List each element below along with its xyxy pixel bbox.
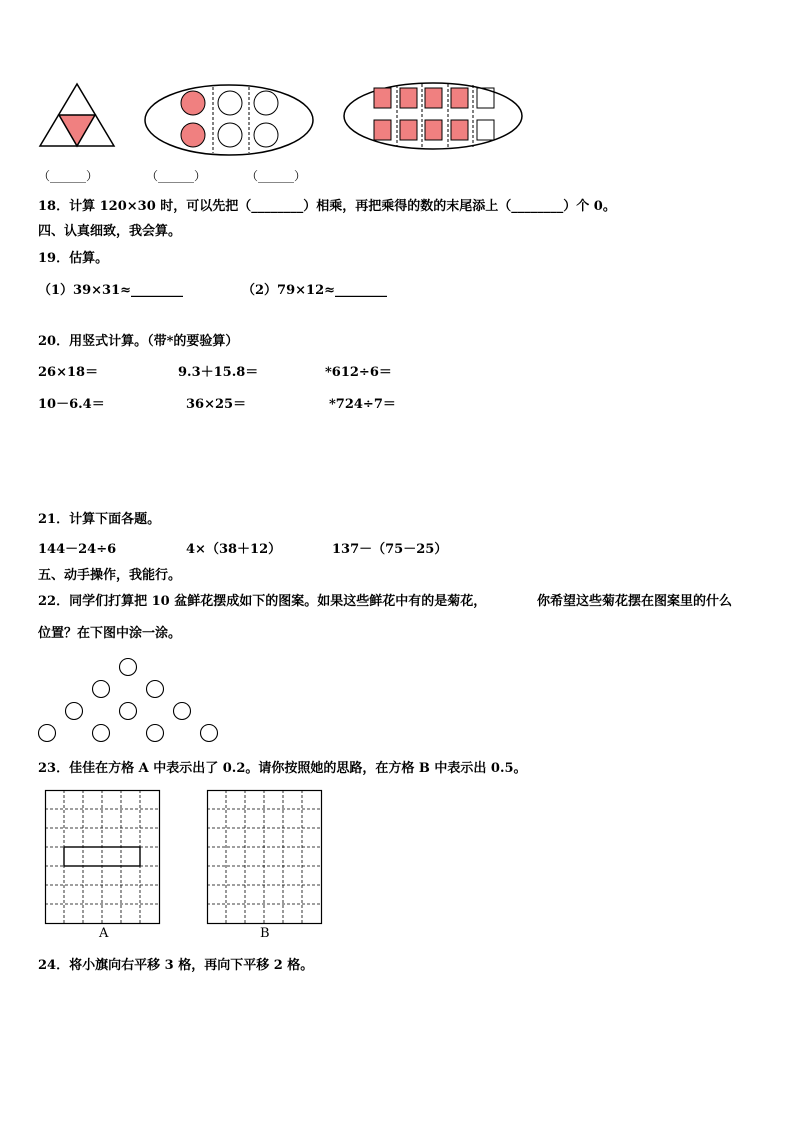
calc-item: 26×18＝ bbox=[38, 365, 99, 380]
grid-dashed-lines bbox=[45, 790, 160, 924]
answer-blank[interactable]: （______） bbox=[246, 169, 307, 183]
calc-item: 144－24÷6 bbox=[38, 542, 117, 557]
question-18: 18．计算 120×30 时，可以先把（________）相乘，再把乘得的数的末尾添上（________）个 0。 bbox=[38, 199, 616, 214]
grid-border bbox=[46, 791, 160, 924]
question-22-line-1: 22．同学们打算把 10 盆鲜花摆成如下的图案。如果这些鲜花中有的是菊花， bbox=[38, 594, 487, 609]
section-4-title: 四、认真细致，我会算。 bbox=[38, 224, 182, 239]
shaded-square bbox=[400, 120, 417, 140]
calc-item: 36×25＝ bbox=[186, 397, 247, 412]
empty-circle bbox=[254, 123, 278, 147]
ellipse-circles-figure bbox=[143, 83, 315, 157]
grid-b-label: B bbox=[260, 926, 270, 941]
outer-ellipse bbox=[145, 85, 313, 155]
question-23: 23．佳佳在方格 A 中表示出了 0.2。请你按照她的思路，在方格 B 中表示出 0.5。 bbox=[38, 761, 527, 776]
shaded-circle bbox=[181, 123, 205, 147]
shaded-square bbox=[425, 120, 442, 140]
calc-item: 4×（38＋12） bbox=[186, 542, 282, 557]
triangle-fraction-figure bbox=[38, 82, 118, 150]
empty-square bbox=[477, 120, 494, 140]
answer-blank[interactable]: （______） bbox=[146, 169, 207, 183]
flower-pot-circle[interactable] bbox=[174, 703, 191, 720]
flower-pot-circle[interactable] bbox=[66, 703, 83, 720]
flower-pot-circle[interactable] bbox=[93, 681, 110, 698]
question-20-title: 20．用竖式计算。（带*的要验算） bbox=[38, 334, 239, 349]
shaded-square bbox=[451, 120, 468, 140]
calc-item: *724÷7＝ bbox=[329, 397, 396, 412]
flower-triangle-pattern bbox=[37, 656, 221, 746]
shaded-square bbox=[374, 88, 391, 108]
flower-pot-circle[interactable] bbox=[39, 725, 56, 742]
calc-item: 137－（75－25） bbox=[332, 542, 448, 557]
shaded-inner-triangle bbox=[59, 115, 95, 146]
question-24: 24．将小旗向右平移 3 格，再向下平移 2 格。 bbox=[38, 958, 314, 973]
flower-pot-circle[interactable] bbox=[120, 703, 137, 720]
section-5-title: 五、动手操作，我能行。 bbox=[38, 568, 182, 583]
flower-pot-circle[interactable] bbox=[147, 725, 164, 742]
question-22-line-2: 位置？在下图中涂一涂。 bbox=[38, 626, 182, 641]
flower-pot-circle[interactable] bbox=[93, 725, 110, 742]
grid-dashed-lines bbox=[207, 790, 322, 924]
calc-item: 9.3＋15.8＝ bbox=[178, 365, 259, 380]
question-19-title: 19．估算。 bbox=[38, 251, 109, 266]
shaded-square bbox=[374, 120, 391, 140]
shaded-square bbox=[400, 88, 417, 108]
grid-a bbox=[45, 790, 160, 924]
ellipse-squares-figure bbox=[342, 81, 524, 151]
question-19-item-2[interactable]: （2）79×12≈________ bbox=[242, 283, 388, 298]
question-19-item-1[interactable]: （1）39×31≈________ bbox=[38, 283, 184, 298]
flower-pot-circle[interactable] bbox=[201, 725, 218, 742]
empty-circle bbox=[218, 123, 242, 147]
flower-pot-circle[interactable] bbox=[147, 681, 164, 698]
grid-b bbox=[207, 790, 322, 924]
calc-item: *612÷6＝ bbox=[325, 365, 392, 380]
flower-pot-circle[interactable] bbox=[120, 659, 137, 676]
calc-item: 10－6.4＝ bbox=[38, 397, 105, 412]
question-22-line-1-end: 你希望这些菊花摆在图案里的什么 bbox=[537, 594, 733, 609]
shaded-circle bbox=[181, 91, 205, 115]
grid-border[interactable] bbox=[208, 791, 322, 924]
shaded-square bbox=[425, 88, 442, 108]
empty-circle bbox=[254, 91, 278, 115]
question-21-title: 21．计算下面各题。 bbox=[38, 512, 161, 527]
shaded-square bbox=[451, 88, 468, 108]
answer-blank[interactable]: （______） bbox=[38, 169, 99, 183]
grid-a-label: A bbox=[99, 926, 109, 941]
empty-circle bbox=[218, 91, 242, 115]
